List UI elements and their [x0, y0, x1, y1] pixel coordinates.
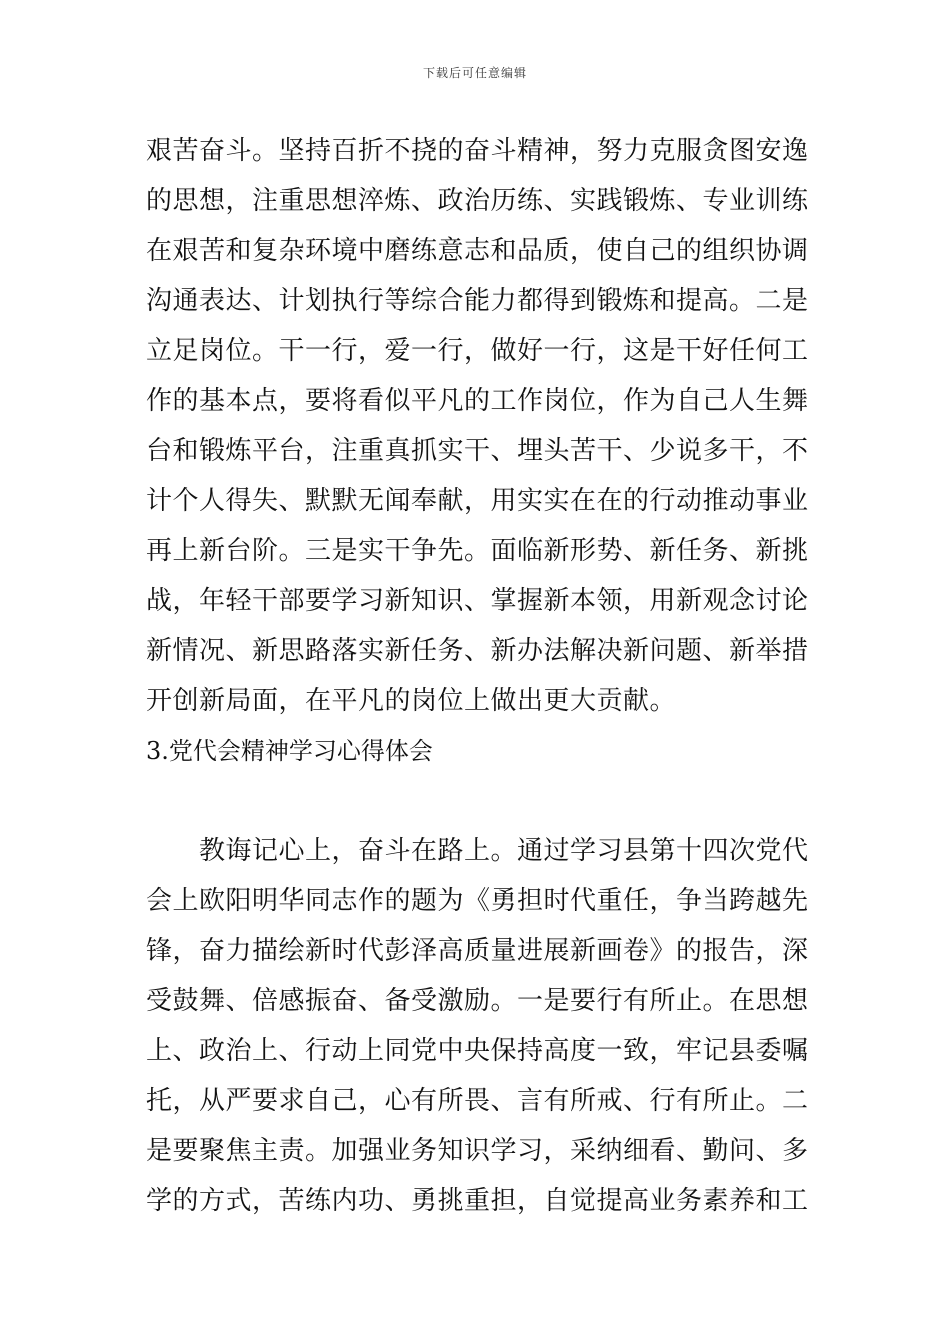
- text-line: 托，从严要求自己，心有所畏、言有所戒、行有所止。二: [146, 1086, 809, 1116]
- text-line: 战，年轻干部要学习新知识、掌握新本领，用新观念讨论: [146, 586, 809, 616]
- text-line: 新情况、新思路落实新任务、新办法解决新问题、新举措: [146, 636, 809, 666]
- text-line: 在艰苦和复杂环境中磨练意志和品质，使自己的组织协调: [146, 236, 809, 266]
- text-line: 会上欧阳明华同志作的题为《勇担时代重任，争当跨越先: [146, 886, 809, 916]
- document-body: [146, 126, 810, 1226]
- text-line: 沟通表达、计划执行等综合能力都得到锻炼和提高。二是: [146, 286, 809, 316]
- text-line: 艰苦奋斗。坚持百折不挠的奋斗精神，努力克服贪图安逸: [146, 136, 809, 166]
- text-line: 教诲记心上，奋斗在路上。通过学习县第十四次党代: [146, 836, 809, 866]
- paragraph-1: [146, 126, 810, 726]
- section-heading: 3.党代会精神学习心得体会: [146, 737, 433, 765]
- text-line: 锋，奋力描绘新时代彭泽高质量进展新画卷》的报告，深: [146, 936, 809, 966]
- paragraph-2: [146, 826, 810, 1226]
- blank-spacer: [146, 776, 810, 826]
- text-line: 计个人得失、默默无闻奉献，用实实在在的行动推动事业: [146, 486, 809, 516]
- text-line: 学的方式，苦练内功、勇挑重担，自觉提高业务素养和工: [146, 1186, 809, 1216]
- text-line: 作的基本点，要将看似平凡的工作岗位，作为自己人生舞: [146, 386, 809, 416]
- text-line: 再上新台阶。三是实干争先。面临新形势、新任务、新挑: [146, 536, 809, 566]
- text-line: 的思想，注重思想淬炼、政治历练、实践锻炼、专业训练: [146, 186, 809, 216]
- page-header: 下载后可任意编辑: [422, 66, 527, 80]
- text-line: 是要聚焦主责。加强业务知识学习，采纳细看、勤问、多: [146, 1136, 809, 1166]
- text-line: 开创新局面，在平凡的岗位上做出更大贡献。: [146, 686, 677, 716]
- text-line: 台和锻炼平台，注重真抓实干、埋头苦干、少说多干，不: [146, 436, 809, 466]
- text-line: 立足岗位。干一行，爱一行，做好一行，这是干好任何工: [146, 336, 809, 366]
- text-line: 受鼓舞、倍感振奋、备受激励。一是要行有所止。在思想: [146, 986, 809, 1016]
- text-line: 上、政治上、行动上同党中央保持高度一致，牢记县委嘱: [146, 1036, 809, 1066]
